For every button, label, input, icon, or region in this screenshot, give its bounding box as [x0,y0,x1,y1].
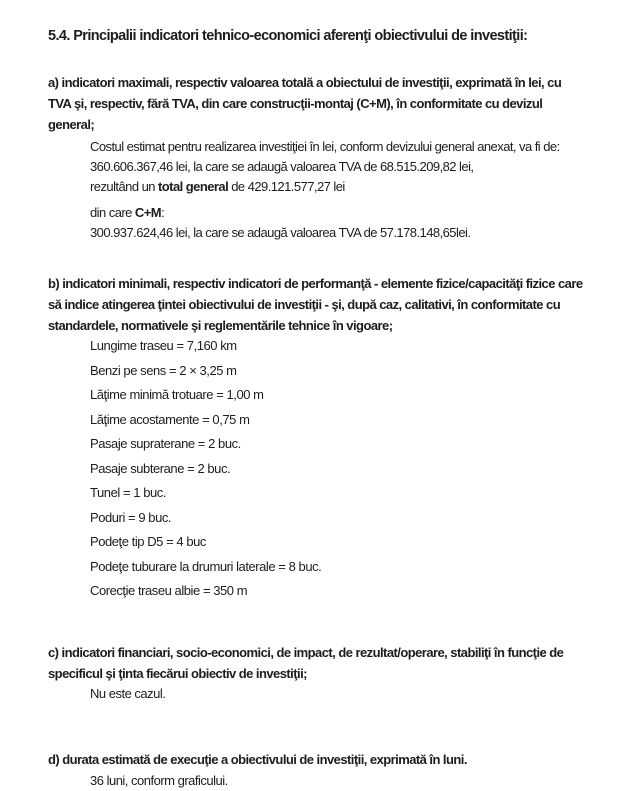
indicator-line: Tunel = 1 buc. [90,485,166,500]
indicator-line: Corecţie traseu albie = 350 m [90,583,248,598]
section-a-heading [48,72,636,135]
indicator-list [90,338,636,599]
section-d-body: 36 luni, conform graficului. [90,773,228,788]
indicator-line: Pasaje subterane = 2 buc. [90,460,231,476]
heading-line: să indice atingerea ţintei obiectivului de investiţii - şi, după caz, calitativi, în conformitate cu [48,297,561,312]
cm-bold: C+M [134,205,162,220]
section-c-heading [48,642,636,684]
heading-line: standardele, normativele şi reglementările tehnice în vigoare; [48,318,393,333]
cost-line-2: 360.606.367,46 lei, la care se adaugă valoarea TVA de 68.515.209,82 lei, [90,159,474,174]
indicator-line: Poduri = 9 buc. [90,509,172,525]
cm-line-1 [90,203,636,223]
total-general-bold: total general [158,179,229,194]
cm-line-1-pre: din care [90,205,135,220]
cost-line-3-pre: rezultând un [90,179,159,194]
cm-line-2: 300.937.624,46 lei, la care se adaugă valoarea TVA de 57.178.148,65lei. [90,225,471,240]
cost-line-3 [90,177,636,197]
indicator-line: Lungime traseu = 7,160 km [90,338,237,353]
section-d-heading [48,749,636,770]
cost-line-1: Costul estimat pentru realizarea investiţiei în lei, conform devizului general anexat, va fi de: [90,139,560,154]
cm-line-1-post: : [161,205,165,220]
heading-line: a) indicatori maximali, respectiv valoarea totală a obiectului de investiţii, exprimată în lei, cu [48,75,562,90]
indicator-line: Lăţime acostamente = 0,75 m [90,411,250,427]
section-a-cm-paragraph [90,203,636,243]
indicator-line: Pasaje supraterane = 2 buc. [90,436,241,451]
heading-line: d) durata estimată de execuţie a obiectivului de investiţii, exprimată în luni. [48,752,467,767]
heading-line: b) indicatori minimali, respectiv indicatori de performanţă - elemente fizice/capacităţi fizice care [48,276,583,291]
heading-line: c) indicatori financiari, socio-economici, de impact, de rezultat/operare, stabiliţi în funcţie de [48,645,564,660]
indicator-line: Lăţime minimă trotuare = 1,00 m [90,387,264,402]
heading-line: general; [48,117,95,132]
heading-line: specificul şi ţinta fiecărui obiectiv de investiţii; [48,666,307,681]
indicator-line: Benzi pe sens = 2 × 3,25 m [90,362,237,378]
section-a-cost-paragraph [90,137,636,197]
section-b-heading [48,273,636,336]
indicator-line: Podeţe tip D5 = 4 buc [90,534,206,549]
cost-line-3-post: de 429.121.577,27 lei [228,179,345,194]
heading-line: TVA şi, respectiv, fără TVA, din care construcţii-montaj (C+M), în conformitate cu devizul [48,96,543,111]
section-title: 5.4. Principalii indicatori tehnico-economici aferenţi obiectivului de investiţii: [48,28,528,44]
section-c-body: Nu este cazul. [90,686,166,701]
indicator-line: Podeţe tuburare la drumuri laterale = 8 buc. [90,558,322,574]
